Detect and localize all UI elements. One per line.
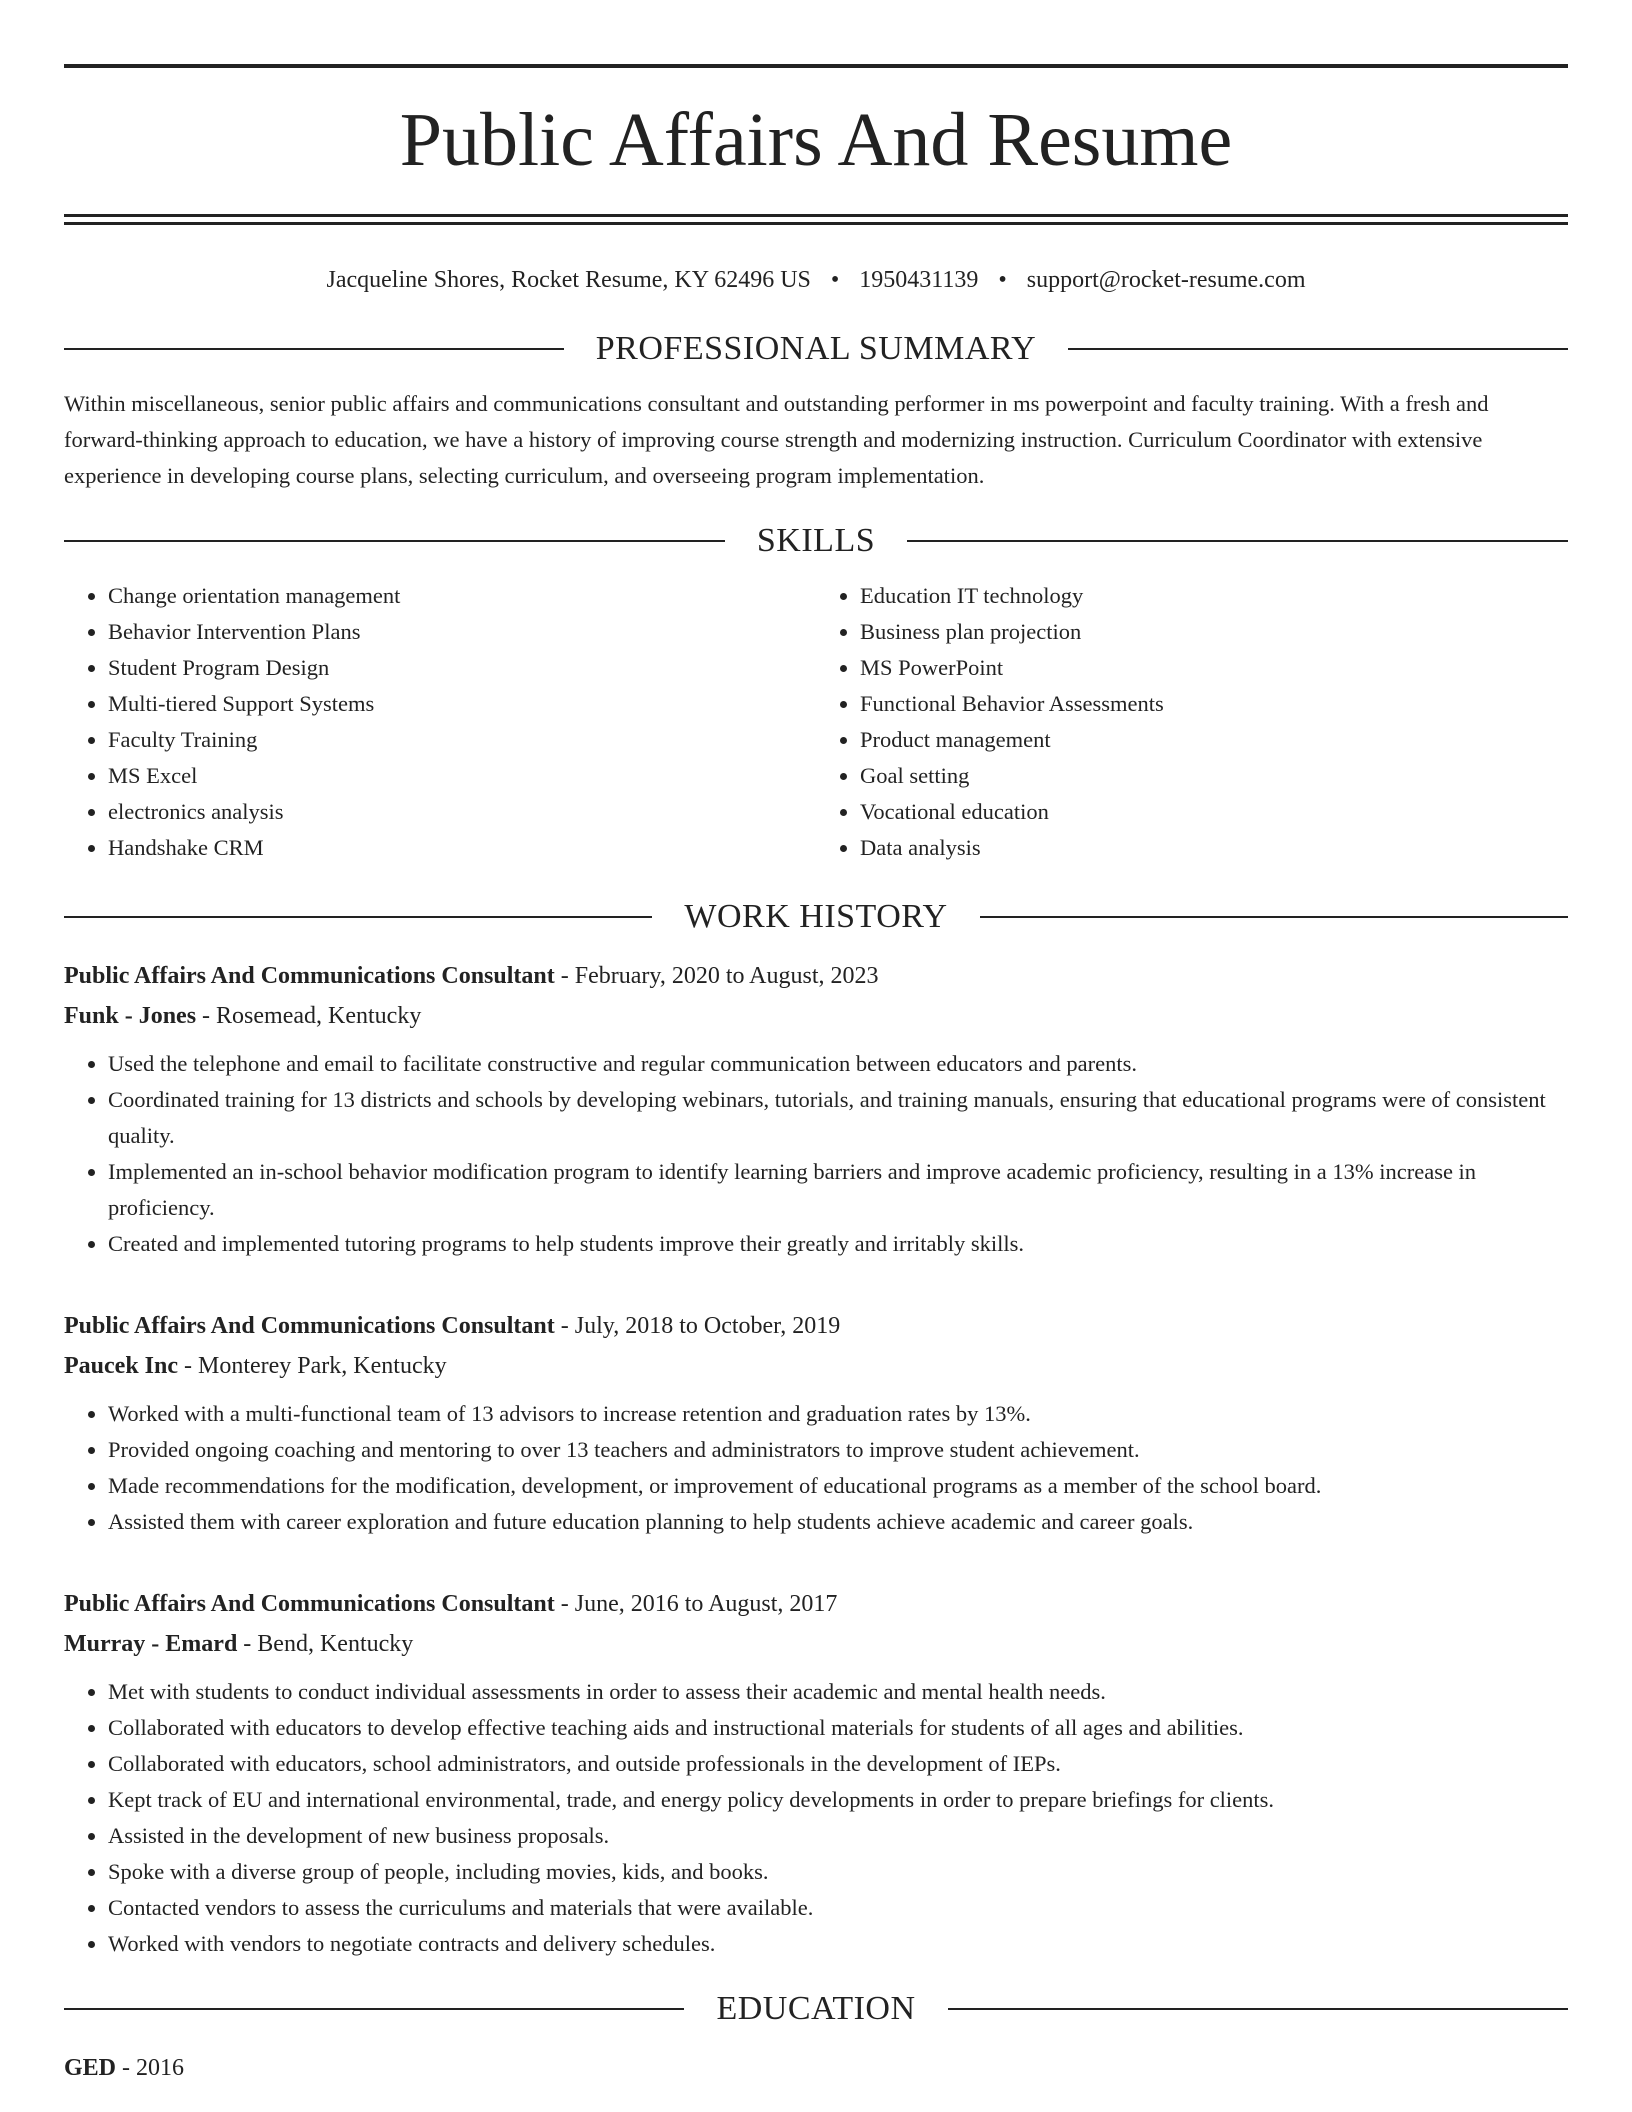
job-company-line	[64, 996, 1568, 1036]
job-entry	[64, 1306, 1568, 1540]
skill-item: • Product management	[860, 722, 1568, 758]
skill-item: • electronics analysis	[108, 794, 816, 830]
job-title-line	[64, 1306, 1568, 1346]
skill-item: • Behavior Intervention Plans	[108, 614, 816, 650]
job-bullets	[64, 1674, 1568, 1962]
job-title: Public Affairs And Communications Consultant	[64, 1591, 555, 1617]
section-heading-summary	[64, 332, 1568, 366]
title-rule-upper	[64, 214, 1568, 217]
section-heading-skills	[64, 524, 1568, 558]
job-company-line	[64, 1346, 1568, 1386]
skills-list	[64, 578, 1568, 866]
job-title: Public Affairs And Communications Consultant	[64, 963, 555, 989]
contact-email: support@rocket-resume.com	[1026, 267, 1306, 293]
job-entry	[64, 1584, 1568, 1962]
job-dates: June, 2016 to August, 2017	[574, 1591, 838, 1617]
skill-item: • Change orientation management	[108, 578, 816, 614]
job-company-line	[64, 1624, 1568, 1664]
skill-item: • Goal setting	[860, 758, 1568, 794]
resume-title: Public Affairs And Resume	[399, 98, 1233, 182]
job-title-line	[64, 1584, 1568, 1624]
section-title: PROFESSIONAL SUMMARY	[595, 330, 1037, 367]
job-bullet: • Coordinated training for 13 districts and schools by developing webinars, tutorials, and training manuals, ensuring that educational programs were of consistent quality.	[108, 1082, 1568, 1154]
job-bullet: • Provided ongoing coaching and mentoring to over 13 teachers and administrators to improve student achievement.	[108, 1432, 1568, 1468]
job-bullet: • Implemented an in-school behavior modification program to identify learning barriers and improve academic proficiency, resulting in a 13% increase in proficiency.	[108, 1154, 1568, 1226]
resume-page	[64, 64, 1568, 2088]
education-year: 2016	[136, 2055, 185, 2081]
skill-item: • MS PowerPoint	[860, 650, 1568, 686]
job-company: Murray - Emard	[64, 1631, 238, 1657]
job-company: Paucek Inc	[64, 1353, 178, 1379]
section-heading-education	[64, 1992, 1568, 2026]
job-dash: -	[196, 1003, 217, 1029]
summary-text: Within miscellaneous, senior public affairs and communications consultant and outstanding performer in ms powerpoint and faculty training. With a fresh and forward-thinking approach to education, we have a history of improving course strength and modernizing instruction. Curriculum Coordinator with extensive experience in developing course plans, selecting curriculum, and overseeing program implementation.	[64, 391, 1489, 488]
job-entry	[64, 956, 1568, 1262]
skill-item: • Multi-tiered Support Systems	[108, 686, 816, 722]
contact-address: Jacqueline Shores, Rocket Resume, KY 62496 US	[326, 267, 811, 293]
skill-item: • Faculty Training	[108, 722, 816, 758]
section-title: EDUCATION	[716, 1990, 916, 2027]
job-bullet: • Created and implemented tutoring programs to help students improve their greatly and irritably skills.	[108, 1226, 1568, 1262]
skills-column-right	[816, 578, 1568, 866]
job-dash: -	[554, 1313, 575, 1339]
job-bullet: • Worked with vendors to negotiate contracts and delivery schedules.	[108, 1926, 1568, 1962]
education-degree: GED	[64, 2055, 117, 2081]
contact-separator: •	[998, 267, 1007, 293]
skill-item: • Business plan projection	[860, 614, 1568, 650]
contact-separator: •	[830, 267, 840, 293]
skill-item: • Vocational education	[860, 794, 1568, 830]
skills-column-left	[64, 578, 816, 866]
section-title: SKILLS	[756, 522, 876, 559]
contact-phone: 1950431139	[859, 267, 979, 293]
job-bullets	[64, 1396, 1568, 1540]
education-dash: -	[116, 2055, 137, 2081]
job-dash: -	[237, 1631, 258, 1657]
job-location: Rosemead, Kentucky	[216, 1003, 422, 1029]
job-bullet: • Used the telephone and email to facilitate constructive and regular communication between educators and parents.	[108, 1046, 1568, 1082]
job-bullet: • Assisted in the development of new business proposals.	[108, 1818, 1568, 1854]
job-dates: July, 2018 to October, 2019	[574, 1313, 841, 1339]
skill-item: • Education IT technology	[860, 578, 1568, 614]
job-dates: February, 2020 to August, 2023	[574, 963, 879, 989]
section-title: WORK HISTORY	[684, 898, 948, 935]
job-dash: -	[178, 1353, 198, 1379]
job-bullet: • Spoke with a diverse group of people, including movies, kids, and books.	[108, 1854, 1568, 1890]
job-location: Bend, Kentucky	[257, 1631, 414, 1657]
job-dash: -	[554, 1591, 575, 1617]
job-title-line	[64, 956, 1568, 996]
section-heading-work	[64, 900, 1568, 934]
skill-item: • Handshake CRM	[108, 830, 816, 866]
job-location: Monterey Park, Kentucky	[198, 1353, 447, 1379]
job-bullet: • Made recommendations for the modification, development, or improvement of educational programs as a member of the school board.	[108, 1468, 1568, 1504]
job-title: Public Affairs And Communications Consultant	[64, 1313, 555, 1339]
job-bullet: • Contacted vendors to assess the curriculums and materials that were available.	[108, 1890, 1568, 1926]
skill-item: • Data analysis	[860, 830, 1568, 866]
skill-item: • Student Program Design	[108, 650, 816, 686]
skill-item: • MS Excel	[108, 758, 816, 794]
work-history-list	[64, 956, 1568, 1962]
job-bullets	[64, 1046, 1568, 1262]
job-bullet: • Met with students to conduct individual assessments in order to assess their academic and mental health needs.	[108, 1674, 1568, 1710]
education-entry	[64, 2048, 1568, 2088]
job-bullet: • Kept track of EU and international environmental, trade, and energy policy developments in order to prepare briefings for clients.	[108, 1782, 1568, 1818]
skill-item: • Functional Behavior Assessments	[860, 686, 1568, 722]
contact-line	[64, 268, 1568, 292]
job-dash: -	[554, 963, 575, 989]
title-rule-lower	[64, 222, 1568, 225]
job-bullet: • Collaborated with educators, school administrators, and outside professionals in the development of IEPs.	[108, 1746, 1568, 1782]
job-bullet: • Collaborated with educators to develop effective teaching aids and instructional materials for students of all ages and abilities.	[108, 1710, 1568, 1746]
job-bullet: • Worked with a multi-functional team of 13 advisors to increase retention and graduation rates by 13%.	[108, 1396, 1568, 1432]
job-company: Funk - Jones	[64, 1003, 197, 1029]
job-bullet: • Assisted them with career exploration and future education planning to help students achieve academic and career goals.	[108, 1504, 1568, 1540]
